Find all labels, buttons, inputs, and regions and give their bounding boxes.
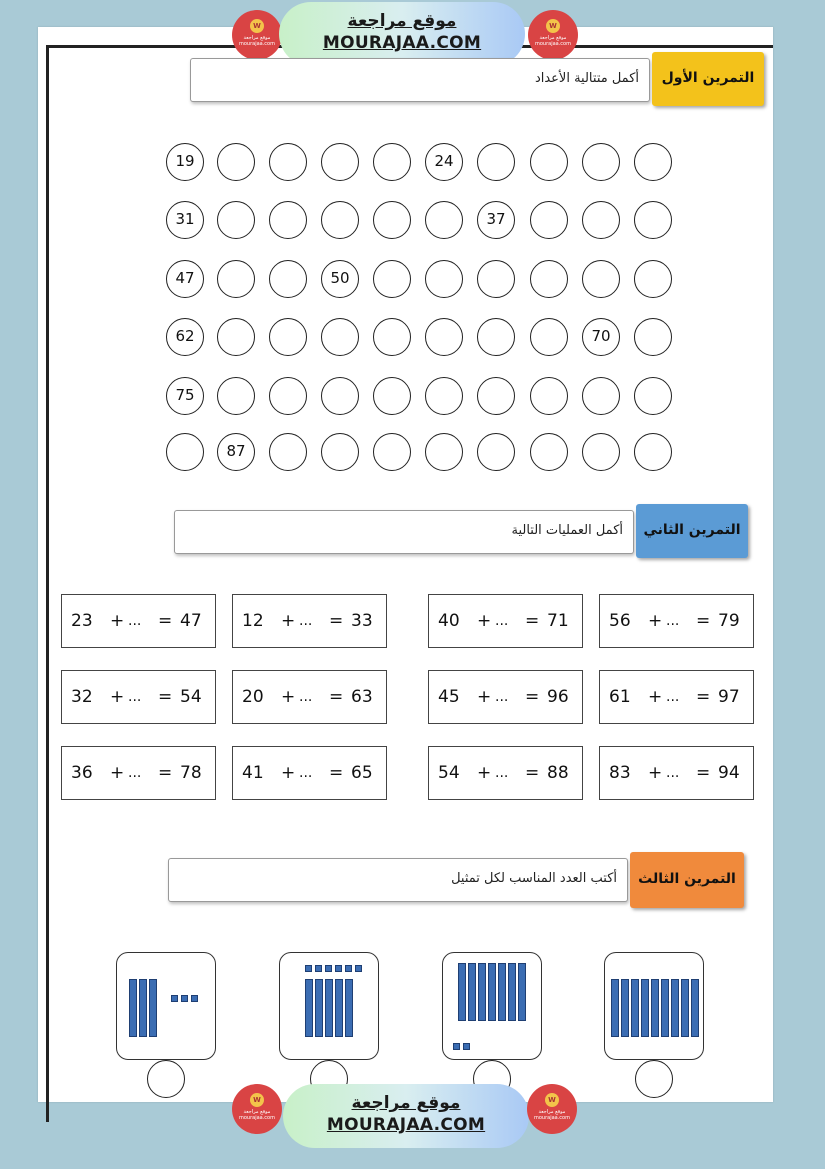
given-number-circle: 87 xyxy=(217,433,255,471)
answer-circle[interactable] xyxy=(373,433,411,471)
blank-dots[interactable]: ... xyxy=(495,689,509,705)
equation-result: 78 xyxy=(180,763,202,783)
equals-sign: = xyxy=(525,687,540,707)
unit-cube xyxy=(315,965,322,972)
logo-icon: W xyxy=(545,1093,559,1107)
blank-dots[interactable]: ... xyxy=(299,613,313,629)
exercise2-instruction: أكمل العمليات التالية xyxy=(174,510,634,554)
base-ten-card xyxy=(116,952,216,1060)
equation-operand: 32 xyxy=(71,687,93,707)
answer-circle[interactable] xyxy=(582,143,620,181)
equation-result: 54 xyxy=(180,687,202,707)
given-number-circle: 47 xyxy=(166,260,204,298)
plus-sign: + xyxy=(281,611,296,631)
answer-circle[interactable] xyxy=(582,260,620,298)
answer-circle[interactable] xyxy=(373,377,411,415)
exercise3-instruction: أكتب العدد المناسب لكل تمثيل xyxy=(168,858,628,902)
answer-circle[interactable] xyxy=(269,318,307,356)
equation-box[interactable] xyxy=(599,594,754,648)
logo-icon: W xyxy=(250,19,264,33)
equation-operand: 61 xyxy=(609,687,631,707)
logo-icon: W xyxy=(546,19,560,33)
equation-operand: 45 xyxy=(438,687,460,707)
equals-sign: = xyxy=(158,763,173,783)
ten-rod xyxy=(139,979,147,1037)
answer-circle[interactable] xyxy=(634,377,672,415)
plus-sign: + xyxy=(648,763,663,783)
blank-dots[interactable]: ... xyxy=(495,613,509,629)
answer-circle[interactable] xyxy=(530,260,568,298)
site-banner-top[interactable] xyxy=(279,2,525,66)
answer-circle[interactable] xyxy=(321,201,359,239)
answer-circle[interactable] xyxy=(425,201,463,239)
answer-circle[interactable] xyxy=(582,201,620,239)
answer-circle[interactable] xyxy=(373,260,411,298)
ten-rod xyxy=(671,979,679,1037)
answer-circle[interactable] xyxy=(477,143,515,181)
ten-rod xyxy=(478,963,486,1021)
equation-result: 47 xyxy=(180,611,202,631)
blank-dots[interactable]: ... xyxy=(666,689,680,705)
ten-rod xyxy=(149,979,157,1037)
blank-dots[interactable]: ... xyxy=(128,613,142,629)
ten-rod xyxy=(508,963,516,1021)
answer-circle[interactable] xyxy=(269,377,307,415)
answer-circle[interactable] xyxy=(217,260,255,298)
ten-rod xyxy=(621,979,629,1037)
unit-cube xyxy=(345,965,352,972)
given-number-circle: 31 xyxy=(166,201,204,239)
equation-result: 94 xyxy=(718,763,740,783)
blank-dots[interactable]: ... xyxy=(299,765,313,781)
ten-rod xyxy=(488,963,496,1021)
ten-rod xyxy=(661,979,669,1037)
plus-sign: + xyxy=(281,687,296,707)
unit-cube xyxy=(355,965,362,972)
base-ten-card xyxy=(604,952,704,1060)
answer-circle[interactable] xyxy=(269,201,307,239)
blank-dots[interactable]: ... xyxy=(128,765,142,781)
equals-sign: = xyxy=(158,687,173,707)
plus-sign: + xyxy=(110,687,125,707)
answer-circle[interactable] xyxy=(269,260,307,298)
logo-badge-right-top xyxy=(528,10,578,60)
equals-sign: = xyxy=(158,611,173,631)
ten-rod xyxy=(518,963,526,1021)
ten-rod xyxy=(345,979,353,1037)
answer-circle[interactable] xyxy=(530,318,568,356)
exercise3-tag: التمرين الثالث xyxy=(630,852,744,908)
answer-circle[interactable] xyxy=(425,433,463,471)
unit-cube xyxy=(305,965,312,972)
answer-circle[interactable] xyxy=(530,433,568,471)
ten-rod xyxy=(458,963,466,1021)
logo-badge-right-bottom xyxy=(527,1084,577,1134)
equation-box[interactable] xyxy=(599,746,754,800)
badge-text: موقع مراجعة mourajaa.com xyxy=(534,35,571,47)
ten-rod xyxy=(315,979,323,1037)
ten-rod xyxy=(611,979,619,1037)
answer-circle[interactable] xyxy=(269,143,307,181)
answer-circle[interactable] xyxy=(217,143,255,181)
equation-box[interactable] xyxy=(232,746,387,800)
equation-box[interactable] xyxy=(61,594,216,648)
equation-box[interactable] xyxy=(428,594,583,648)
blank-dots[interactable]: ... xyxy=(495,765,509,781)
ten-rod xyxy=(335,979,343,1037)
worksheet xyxy=(38,27,773,1102)
plus-sign: + xyxy=(281,763,296,783)
ten-rod xyxy=(498,963,506,1021)
answer-circle[interactable] xyxy=(425,318,463,356)
answer-circle[interactable] xyxy=(582,377,620,415)
answer-circle[interactable] xyxy=(321,318,359,356)
site-banner-bottom[interactable] xyxy=(283,1084,529,1148)
logo-icon: W xyxy=(250,1093,264,1107)
site-domain: MOURAJAA.COM xyxy=(326,1115,486,1135)
answer-circle[interactable] xyxy=(634,433,672,471)
equation-result: 79 xyxy=(718,611,740,631)
answer-circle[interactable] xyxy=(635,1060,673,1098)
answer-circle[interactable] xyxy=(373,318,411,356)
answer-circle[interactable] xyxy=(217,318,255,356)
equation-operand: 54 xyxy=(438,763,460,783)
answer-circle[interactable] xyxy=(530,377,568,415)
given-number-circle: 62 xyxy=(166,318,204,356)
equation-operand: 20 xyxy=(242,687,264,707)
badge-text: موقع مراجعة mourajaa.com xyxy=(238,35,275,47)
equals-sign: = xyxy=(329,687,344,707)
base-ten-card xyxy=(442,952,542,1060)
equation-operand: 83 xyxy=(609,763,631,783)
site-name-arabic: موقع مراجعة xyxy=(351,1093,461,1113)
ten-rod xyxy=(631,979,639,1037)
answer-circle[interactable] xyxy=(321,143,359,181)
given-number-circle: 19 xyxy=(166,143,204,181)
equation-result: 63 xyxy=(351,687,373,707)
answer-circle[interactable] xyxy=(166,433,204,471)
answer-circle[interactable] xyxy=(477,318,515,356)
equals-sign: = xyxy=(525,611,540,631)
plus-sign: + xyxy=(110,611,125,631)
unit-cube xyxy=(325,965,332,972)
unit-cube xyxy=(171,995,178,1002)
exercise1-instruction: أكمل متتالية الأعداد xyxy=(190,58,650,102)
plus-sign: + xyxy=(648,611,663,631)
equation-operand: 12 xyxy=(242,611,264,631)
equals-sign: = xyxy=(696,611,711,631)
answer-circle[interactable] xyxy=(217,201,255,239)
plus-sign: + xyxy=(477,687,492,707)
blank-dots[interactable]: ... xyxy=(666,613,680,629)
ten-rod xyxy=(305,979,313,1037)
equation-result: 88 xyxy=(547,763,569,783)
answer-circle[interactable] xyxy=(477,260,515,298)
answer-circle[interactable] xyxy=(530,143,568,181)
equals-sign: = xyxy=(696,687,711,707)
answer-circle[interactable] xyxy=(147,1060,185,1098)
ten-rod xyxy=(641,979,649,1037)
site-name-arabic: موقع مراجعة xyxy=(347,11,457,31)
equals-sign: = xyxy=(525,763,540,783)
unit-cube xyxy=(453,1043,460,1050)
unit-cube xyxy=(191,995,198,1002)
answer-circle[interactable] xyxy=(582,433,620,471)
badge-text: موقع مراجعة mourajaa.com xyxy=(238,1109,275,1121)
given-number-circle: 75 xyxy=(166,377,204,415)
ten-rod xyxy=(129,979,137,1037)
plus-sign: + xyxy=(648,687,663,707)
equation-result: 96 xyxy=(547,687,569,707)
equation-box[interactable] xyxy=(61,746,216,800)
logo-badge-left-bottom xyxy=(232,1084,282,1134)
ten-rod xyxy=(681,979,689,1037)
plus-sign: + xyxy=(477,763,492,783)
answer-circle[interactable] xyxy=(634,318,672,356)
exercise1-tag: التمرين الأول xyxy=(652,52,764,106)
unit-cube xyxy=(463,1043,470,1050)
site-domain: MOURAJAA.COM xyxy=(322,33,482,53)
given-number-circle: 24 xyxy=(425,143,463,181)
answer-circle[interactable] xyxy=(217,377,255,415)
answer-circle[interactable] xyxy=(634,201,672,239)
equation-result: 97 xyxy=(718,687,740,707)
answer-circle[interactable] xyxy=(634,260,672,298)
equation-box[interactable] xyxy=(428,670,583,724)
ten-rod xyxy=(468,963,476,1021)
equation-operand: 56 xyxy=(609,611,631,631)
unit-cube xyxy=(181,995,188,1002)
equation-result: 71 xyxy=(547,611,569,631)
equation-box[interactable] xyxy=(232,670,387,724)
ten-rod xyxy=(651,979,659,1037)
given-number-circle: 37 xyxy=(477,201,515,239)
answer-circle[interactable] xyxy=(477,433,515,471)
plus-sign: + xyxy=(477,611,492,631)
equation-box[interactable] xyxy=(599,670,754,724)
answer-circle[interactable] xyxy=(373,143,411,181)
equation-result: 33 xyxy=(351,611,373,631)
equation-box[interactable] xyxy=(61,670,216,724)
ten-rod xyxy=(691,979,699,1037)
blank-dots[interactable]: ... xyxy=(299,689,313,705)
blank-dots[interactable]: ... xyxy=(128,689,142,705)
answer-circle[interactable] xyxy=(634,143,672,181)
given-number-circle: 50 xyxy=(321,260,359,298)
plus-sign: + xyxy=(110,763,125,783)
answer-circle[interactable] xyxy=(425,260,463,298)
answer-circle[interactable] xyxy=(269,433,307,471)
equation-operand: 40 xyxy=(438,611,460,631)
equation-result: 65 xyxy=(351,763,373,783)
answer-circle[interactable] xyxy=(530,201,568,239)
answer-circle[interactable] xyxy=(373,201,411,239)
equation-box[interactable] xyxy=(428,746,583,800)
ten-rod xyxy=(325,979,333,1037)
blank-dots[interactable]: ... xyxy=(666,765,680,781)
equals-sign: = xyxy=(696,763,711,783)
answer-circle[interactable] xyxy=(477,377,515,415)
given-number-circle: 70 xyxy=(582,318,620,356)
exercise2-tag: التمرين الثاني xyxy=(636,504,748,558)
equals-sign: = xyxy=(329,763,344,783)
answer-circle[interactable] xyxy=(321,377,359,415)
answer-circle[interactable] xyxy=(321,433,359,471)
equation-operand: 41 xyxy=(242,763,264,783)
equals-sign: = xyxy=(329,611,344,631)
logo-badge-left-top xyxy=(232,10,282,60)
badge-text: موقع مراجعة mourajaa.com xyxy=(533,1109,570,1121)
answer-circle[interactable] xyxy=(425,377,463,415)
equation-box[interactable] xyxy=(232,594,387,648)
equation-operand: 36 xyxy=(71,763,93,783)
unit-cube xyxy=(335,965,342,972)
equation-operand: 23 xyxy=(71,611,93,631)
base-ten-card xyxy=(279,952,379,1060)
